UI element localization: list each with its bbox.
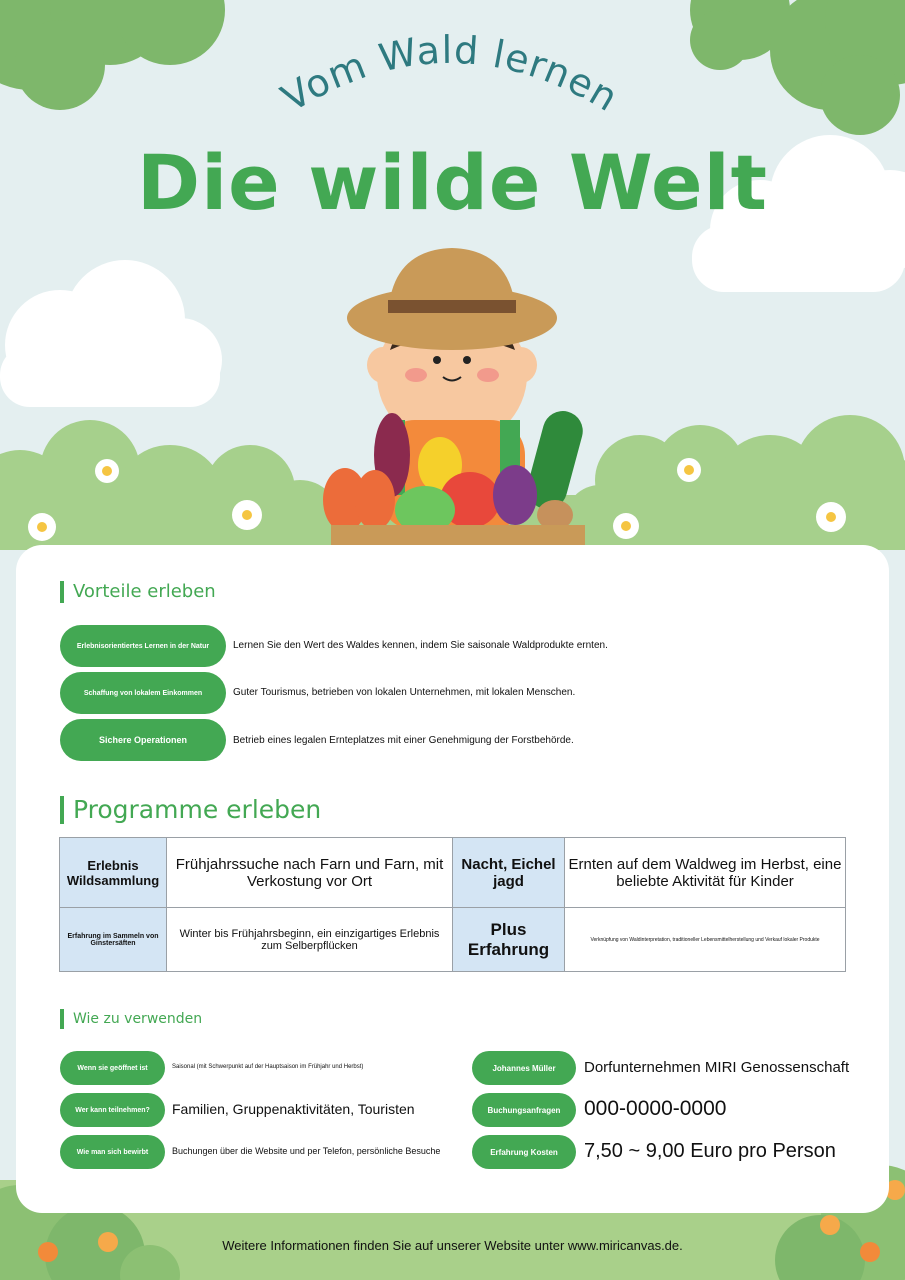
usage-pill-open: Wenn sie geöffnet ist — [60, 1051, 165, 1085]
program-header-gorse: Erfahrung im Sammeln von Ginstersäften — [60, 908, 167, 972]
advantage-text-income: Guter Tourismus, betrieben von lokalen Unternehmen, mit lokalen Menschen. — [233, 687, 576, 698]
usage-pill-booking: Buchungsanfragen — [472, 1093, 576, 1127]
svg-text:Vom Wald lernen — [274, 28, 626, 121]
page-subtitle: Vom Wald lernen — [274, 27, 626, 121]
program-desc-night: Ernten auf dem Waldweg im Herbst, eine beliebte Aktivität für Kinder — [565, 838, 846, 908]
table-row — [60, 908, 846, 972]
program-header-plus: Plus Erfahrung — [453, 908, 565, 972]
usage-text-apply: Buchungen über die Website und per Telefon, persönliche Besuche — [172, 1146, 441, 1156]
advantage-text-safety: Betrieb eines legalen Ernteplatzes mit einer Genehmigung der Forstbehörde. — [233, 735, 574, 746]
usage-title: Wie zu verwenden — [60, 1009, 202, 1029]
footer-text: Weitere Informationen finden Sie auf unserer Website unter www.miricanvas.de. — [222, 1238, 683, 1253]
usage-text-who: Familien, Gruppenaktivitäten, Touristen — [172, 1101, 415, 1117]
farmer-illustration — [323, 248, 587, 547]
advantage-pill-safety: Sichere Operationen — [60, 719, 226, 761]
usage-text-cost: 7,50 ~ 9,00 Euro pro Person — [584, 1140, 836, 1162]
program-desc-plus: Verknüpfung von Waldinterpretation, traditioneller Lebensmittelherstellung und Verkauf lokaler Produkte — [565, 908, 846, 972]
advantage-pill-income: Schaffung von lokalem Einkommen — [60, 672, 226, 714]
program-header-wild: Erlebnis Wildsammlung — [60, 838, 167, 908]
advantage-text-learning: Lernen Sie den Wert des Waldes kennen, indem Sie saisonale Waldprodukte ernten. — [233, 640, 608, 651]
usage-pill-contact: Johannes Müller — [472, 1051, 576, 1085]
program-desc-wild: Frühjahrssuche nach Farn und Farn, mit Verkostung vor Ort — [167, 838, 453, 908]
advantages-title: Vorteile erleben — [60, 581, 216, 603]
usage-pill-cost: Erfahrung Kosten — [472, 1135, 576, 1169]
page-title: Die wilde Welt — [137, 138, 768, 227]
usage-pill-apply: Wie man sich bewirbt — [60, 1135, 165, 1169]
usage-text-booking: 000-0000-0000 — [584, 1097, 727, 1120]
subtitle-arc — [0, 0, 905, 140]
usage-pill-who: Wer kann teilnehmen? — [60, 1093, 165, 1127]
program-header-night: Nacht, Eichel jagd — [453, 838, 565, 908]
programs-table — [59, 837, 846, 972]
advantage-pill-learning: Erlebnisorientiertes Lernen in der Natur — [60, 625, 226, 667]
cloud-left — [0, 260, 222, 407]
usage-text-contact: Dorfunternehmen MIRI Genossenschaft — [584, 1059, 850, 1076]
usage-text-open: Saisonal (mit Schwerpunkt auf der Hauptsaison im Frühjahr und Herbst) — [172, 1064, 364, 1070]
table-row — [60, 838, 846, 908]
programs-title: Programme erleben — [60, 796, 321, 824]
program-desc-gorse: Winter bis Frühjahrsbeginn, ein einzigartiges Erlebnis zum Selberpflücken — [167, 908, 453, 972]
